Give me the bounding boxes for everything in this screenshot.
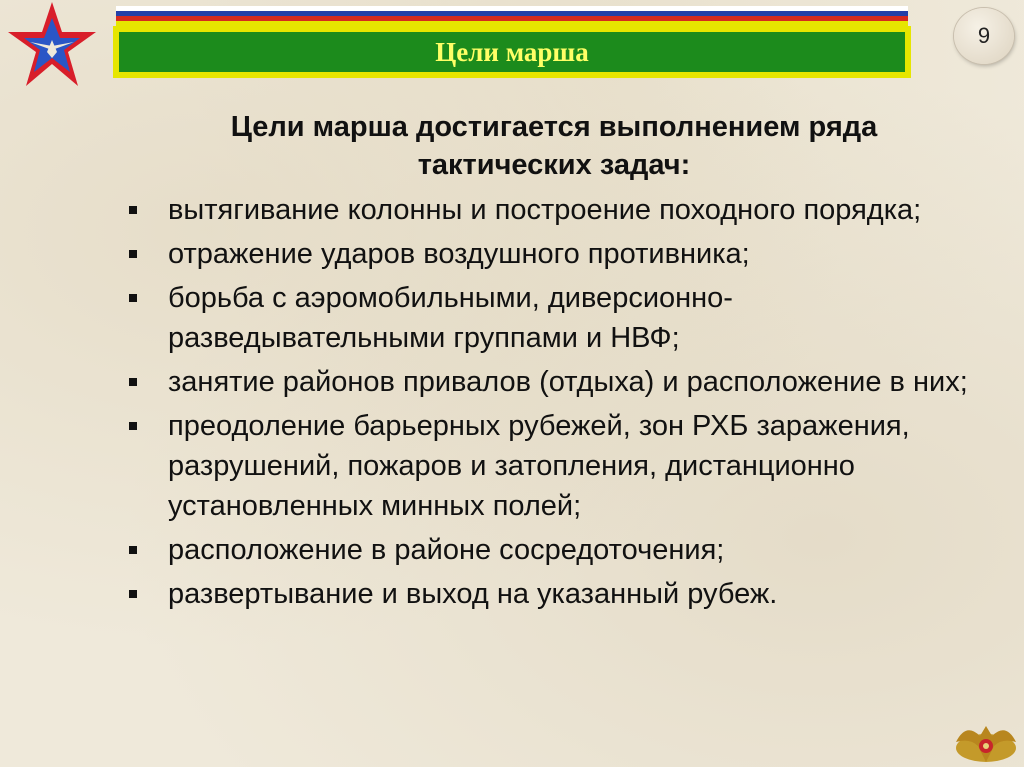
bullet-icon xyxy=(129,422,137,430)
list-item-text: расположение в районе сосредоточения; xyxy=(168,534,725,566)
list-item xyxy=(124,190,984,230)
list-item xyxy=(124,406,984,526)
task-list xyxy=(124,190,984,614)
page-number-badge: 9 xyxy=(954,8,1014,64)
list-item-text: занятие районов привалов (отдыха) и расположение в них; xyxy=(168,366,968,398)
list-item xyxy=(124,574,984,614)
title-bar xyxy=(113,26,911,78)
bullet-icon xyxy=(129,590,137,598)
bullet-icon xyxy=(129,546,137,554)
list-item xyxy=(124,362,984,402)
list-item-text: вытягивание колонны и построение походного порядка; xyxy=(168,194,922,226)
list-item xyxy=(124,530,984,570)
list-item-text: отражение ударов воздушного противника; xyxy=(168,238,750,270)
title-bar-inner xyxy=(119,32,905,72)
intro-text: Цели марша достигается выполнением ряда тактических задач: xyxy=(230,111,878,181)
list-item-text: преодоление барьерных рубежей, зон РХБ заражения, разрушений, пожаров и затопления, дистанционно установленных минных полей; xyxy=(168,410,910,522)
flag-stripes xyxy=(116,6,908,26)
list-item-text: борьба с аэромобильными, диверсионно-разведывательными группами и НВФ; xyxy=(168,282,733,354)
list-item-text: развертывание и выход на указанный рубеж. xyxy=(168,578,778,610)
bullet-icon xyxy=(129,294,137,302)
red-star-icon xyxy=(0,0,100,90)
list-item xyxy=(124,234,984,274)
bullet-icon xyxy=(129,250,137,258)
bullet-icon xyxy=(129,206,137,214)
slide-content xyxy=(124,108,984,618)
double-headed-eagle-emblem-icon xyxy=(946,712,1024,767)
bullet-icon xyxy=(129,378,137,386)
slide-title: Цели марша xyxy=(435,36,589,67)
list-item xyxy=(124,278,984,358)
